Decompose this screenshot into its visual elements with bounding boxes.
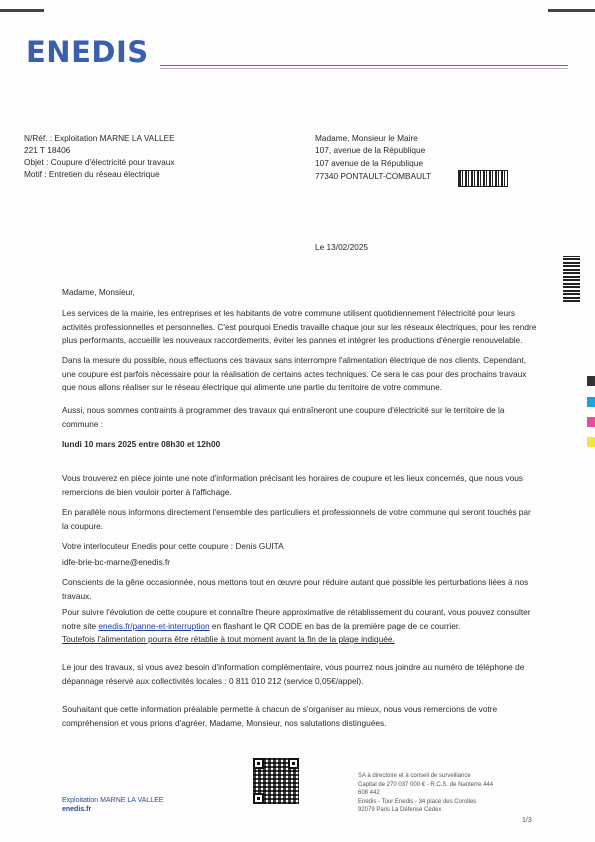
qr-finder-top-left bbox=[253, 758, 264, 769]
paragraph-intro: Les services de la mairie, les entreprises et les habitants de votre commune utilisent quotidiennement l'électricité pour leurs activités professionnelles et personnelles. C'est pourquoi Enedis travaille chaque jour sur les réseaux électriques, pour les rendre plus performants, accueillir les nouveaux raccordements, éviter les pannes et intégrer les productions d'énergie renouvelable. bbox=[62, 308, 537, 345]
reference-line: N/Réf. : Exploitation MARNE LA VALLEE bbox=[24, 133, 175, 143]
footer-sender-name: Exploitation MARNE LA VALLEE bbox=[62, 797, 164, 804]
tracking-notice: Toutefois l'alimentation pourra être rétablie à tout moment avant la fin de la plage indiquée. bbox=[62, 634, 395, 644]
side-datamatrix bbox=[563, 256, 580, 302]
page-number: 1/3 bbox=[522, 817, 532, 824]
scan-mark-right bbox=[548, 9, 595, 12]
qr-code[interactable] bbox=[253, 758, 299, 804]
footer-website[interactable]: enedis.fr bbox=[62, 806, 92, 813]
outage-tracking-link[interactable]: enedis.fr/panne-et-interruption bbox=[98, 620, 210, 631]
scan-mark-left bbox=[0, 9, 44, 12]
recipient-name: Madame, Monsieur le Maire bbox=[315, 133, 418, 143]
postal-barcode bbox=[458, 170, 508, 187]
footer-legal-line-4: Enedis - Tour Enedis - 34 place des Corolles bbox=[358, 798, 477, 805]
contact-person: Votre interlocuteur Enedis pour cette coupure : Denis GUITA bbox=[62, 541, 284, 551]
recipient-address-1: 107, avenue de la République bbox=[315, 145, 426, 155]
enedis-logo: ENEDIS bbox=[26, 35, 149, 69]
subject-line: Objet : Coupure d'électricité pour travaux bbox=[24, 157, 175, 167]
tracking-text-a: Pour suivre l'évolution de cette coupure et connaître l'heure approximative de rétablissement du courant, vous pouvez consulter notre site bbox=[62, 607, 531, 631]
qr-finder-top-right bbox=[288, 758, 299, 769]
paragraph-closing: Souhaitant que cette information préalable permette à chacun de s'organiser au mieux, nous vous remercions de votre compréhension et vous prions d'agréer, Madame, Monsieur, nos salutations distinguées. bbox=[62, 704, 498, 728]
color-marker-cyan bbox=[587, 397, 595, 407]
footer-legal-line-1: SA à directoire et à conseil de surveillance bbox=[358, 773, 471, 779]
paragraph-attachment: Vous trouverez en pièce jointe une note d'information précisant les horaires de coupure et les lieux concernés, que nous vous remercions de bien vouloir porter à l'affichage. bbox=[62, 473, 523, 497]
tracking-text-b: en flashant le QR CODE en bas de la première page de ce courrier. bbox=[209, 620, 461, 631]
paragraph-works: Dans la mesure du possible, nous effectuons ces travaux sans interrompre l'alimentation électrique de nos clients. Cependant, une coupure est parfois nécessaire pour la réalisation de certains actes techniques. Ce sera le cas pour des prochains travaux que nous allons réaliser sur le réseau électrique qui alimente une partie du territoire de votre commune. bbox=[62, 355, 527, 392]
color-marker-dark bbox=[587, 376, 595, 386]
header-rule bbox=[160, 65, 568, 66]
paragraph-tracking bbox=[62, 606, 538, 647]
header-rule-accent bbox=[160, 68, 568, 69]
paragraph-information: En parallèle nous informons directement l'ensemble des particuliers et professionnels de votre commune qui seront touchés par la coupure. bbox=[62, 507, 531, 531]
qr-finder-bottom-left bbox=[253, 793, 264, 804]
paragraph-helpline: Le jour des travaux, si vous avez besoin d'information complémentaire, vous pourrez nous joindre au numéro de téléphone de dépannage réservé aux collectivités locales : 0 811 010 212 (service 0,05€/appel). bbox=[62, 662, 525, 686]
motive-line: Motif : Entretien du réseau électrique bbox=[24, 169, 160, 179]
paragraph-apology: Conscients de la gêne occasionnée, nous mettons tout en œuvre pour réduire autant que possible les perturbations liées à nos travaux. bbox=[62, 577, 529, 601]
outage-schedule: lundi 10 mars 2025 entre 08h30 et 12h00 bbox=[62, 439, 221, 449]
footer-legal-line-3: 608 442 bbox=[358, 790, 380, 796]
recipient-city: 77340 PONTAULT-COMBAULT bbox=[315, 171, 432, 181]
color-marker-magenta bbox=[587, 417, 595, 427]
footer-legal bbox=[358, 772, 493, 815]
recipient-address-2: 107 avenue de la République bbox=[315, 158, 423, 168]
contact-email[interactable]: idfe-brie-bc-marne@enedis.fr bbox=[62, 557, 171, 567]
letter-date: Le 13/02/2025 bbox=[315, 242, 369, 252]
reference-number: 221 T 18406 bbox=[24, 145, 71, 155]
footer-sender bbox=[62, 796, 163, 814]
footer-legal-line-2: Capital de 270 037 000 € - R.C.S. de Nanterre 444 bbox=[358, 781, 494, 788]
color-marker-yellow bbox=[587, 437, 595, 447]
footer-legal-line-5: 92079 Paris La Défense Cedex bbox=[358, 807, 442, 813]
salutation: Madame, Monsieur, bbox=[62, 287, 135, 297]
paragraph-constraint: Aussi, nous sommes contraints à programmer des travaux qui entraîneront une coupure d'électricité sur le territoire de la commune : bbox=[62, 405, 505, 429]
